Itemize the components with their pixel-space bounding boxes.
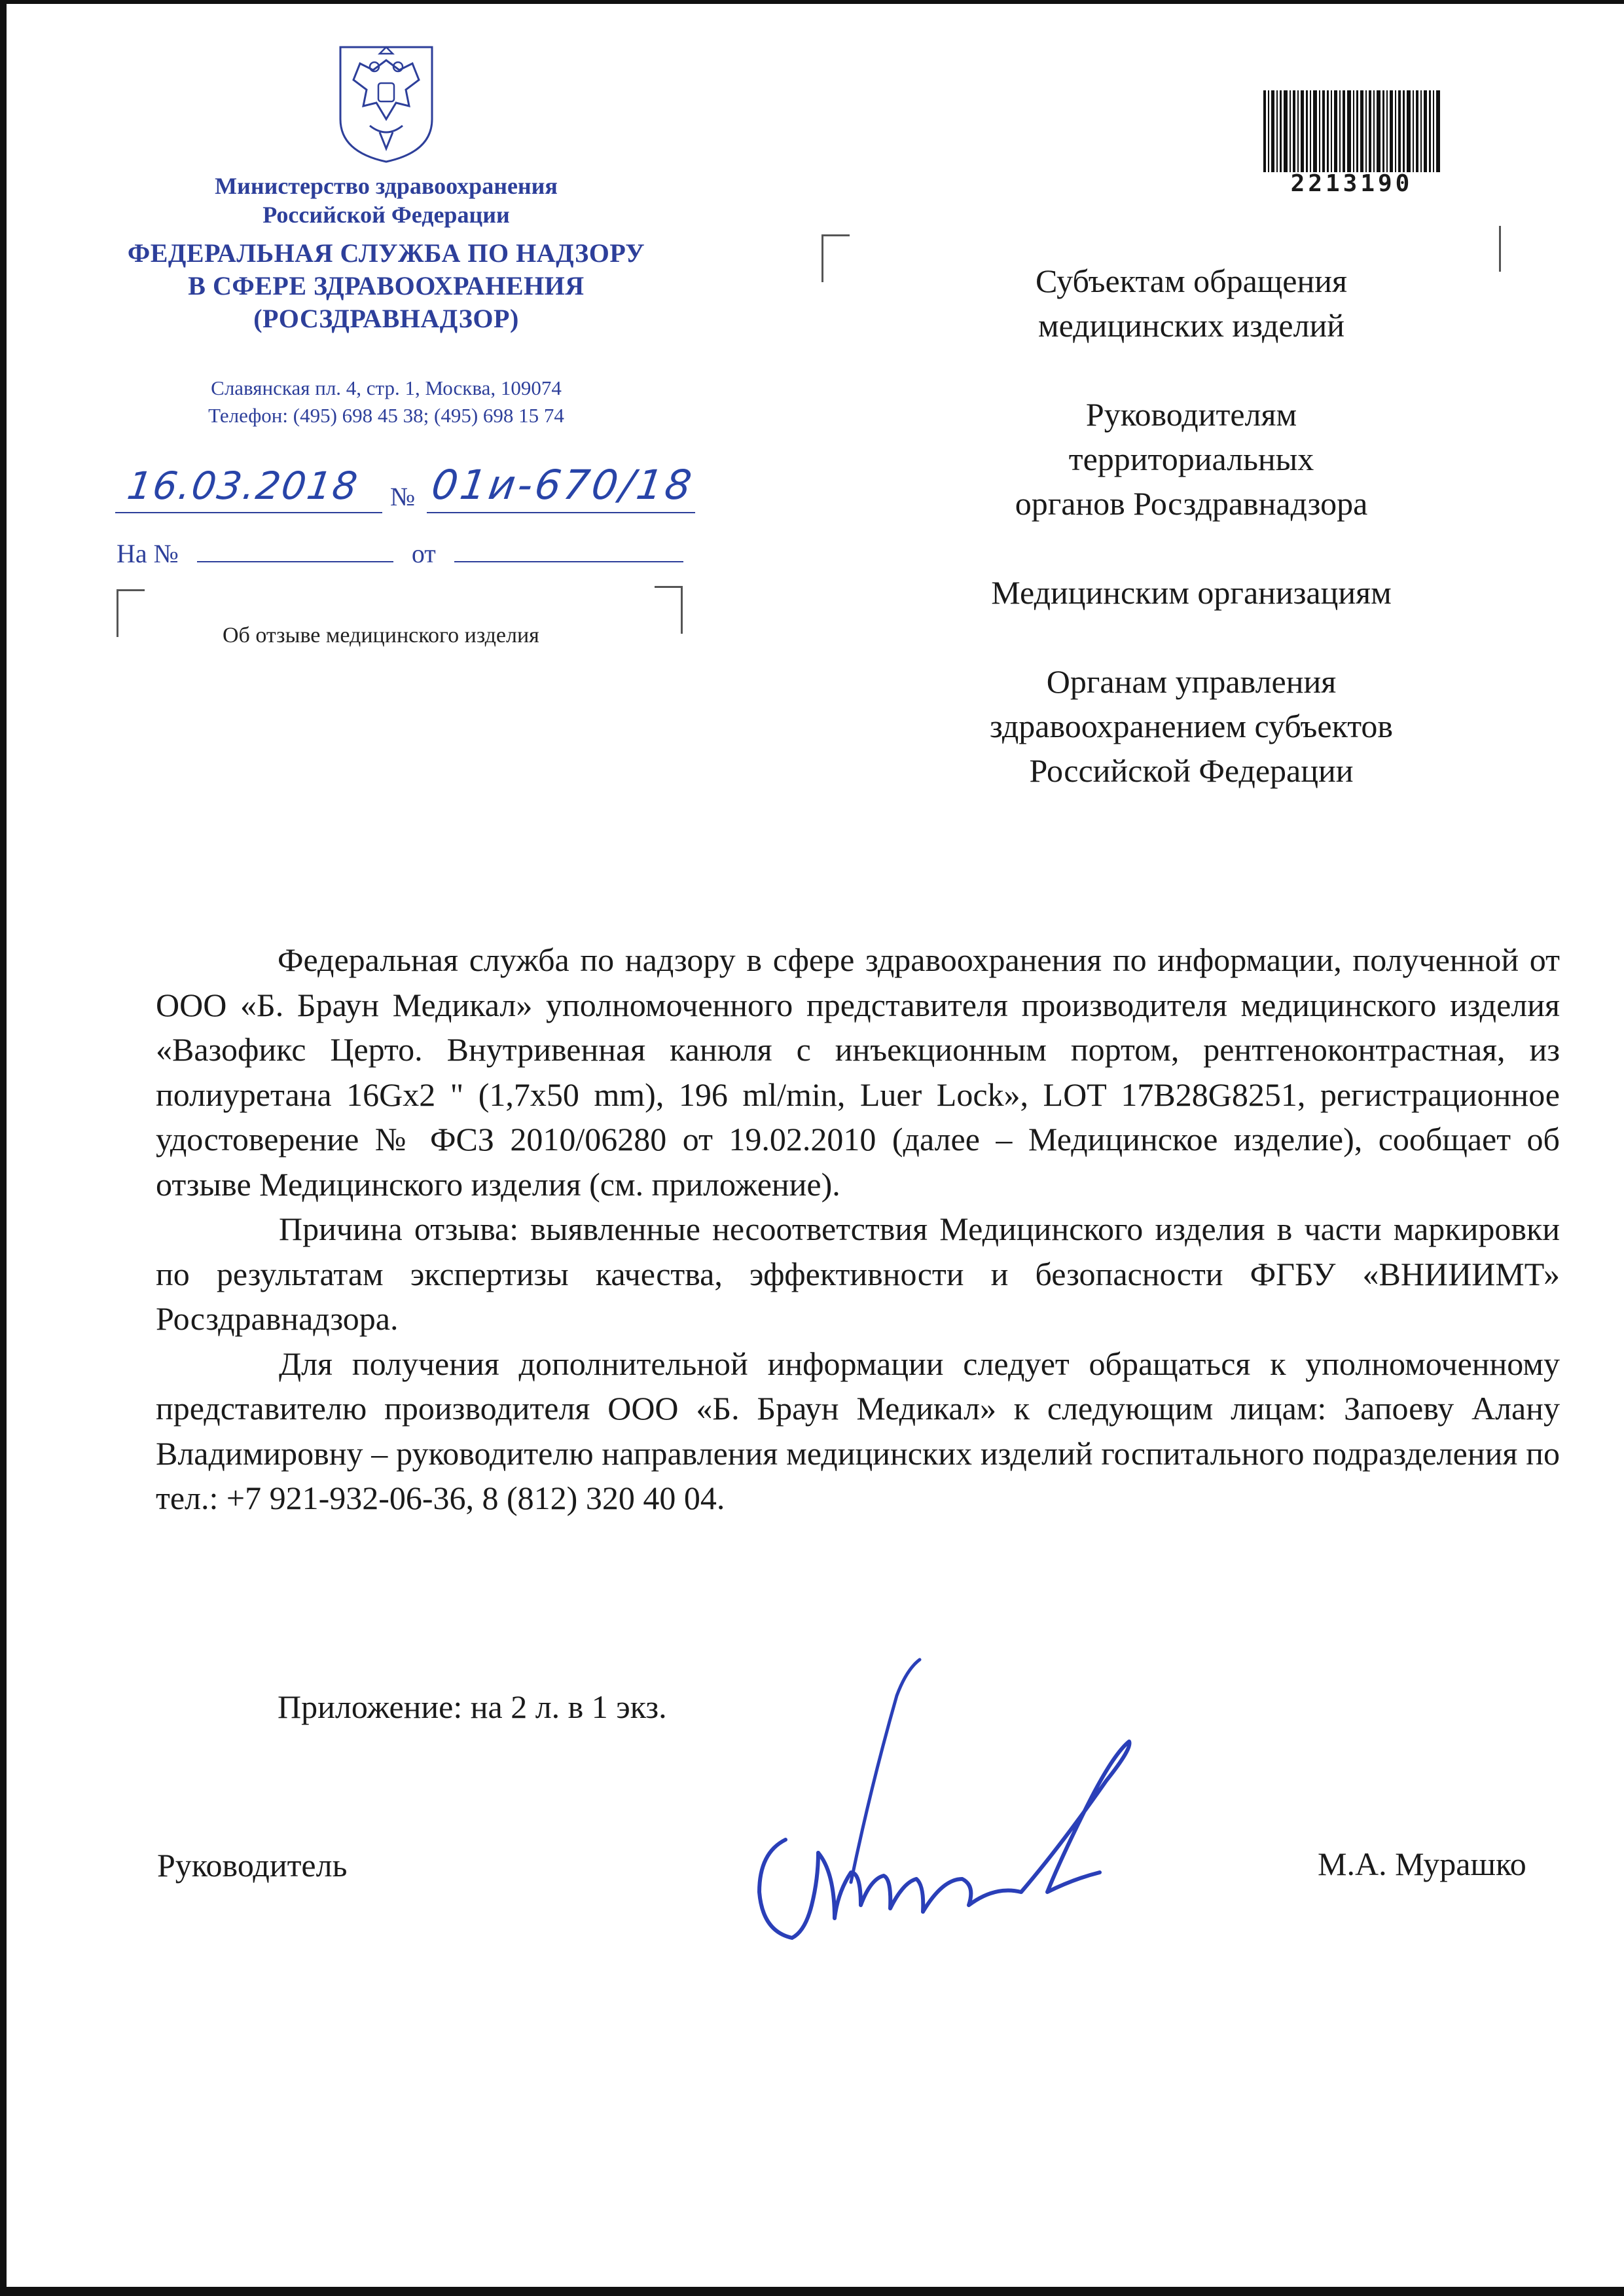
recipient: Органам управления здравоохранением субъектов Российской Федерации bbox=[989, 663, 1394, 789]
service-name: ФЕДЕРАЛЬНАЯ СЛУЖБА ПО НАДЗОРУ В СФЕРЕ ЗДРАВООХРАНЕНИЯ (РОСЗДРАВНАДЗОР) bbox=[127, 238, 645, 333]
recipient: Субъектам обращения медицинских изделий bbox=[1036, 263, 1347, 344]
barcode-icon bbox=[1263, 90, 1440, 172]
number-underline bbox=[427, 512, 695, 513]
scan-edge-left bbox=[0, 0, 7, 2296]
letter-date: 16.03.2018 bbox=[124, 464, 361, 508]
service-address: Славянская пл. 4, стр. 1, Москва, 109074 Телефон: (495) 698 45 38; (495) 698 15 74 bbox=[208, 376, 564, 427]
scan-edge-bottom bbox=[0, 2287, 1624, 2296]
signer-position: Руководитель bbox=[157, 1847, 348, 1884]
recipients-block bbox=[897, 259, 1486, 793]
reply-reference: На № от bbox=[117, 538, 683, 569]
number-label: № bbox=[390, 482, 416, 511]
body-paragraph: Для получения дополнительной информации следует обращаться к уполномоченному представителю производителя ООО «Б. Браун Медикал» к следующим лицам: Запоеву Алану Владимировну – руководителю направления медицинских изделий госпитального подразделения по тел.: +7 921-932-06-36, 8 (812) 320 40 04. bbox=[156, 1345, 1560, 1516]
letter-subject: Об отзыве медицинского изделия bbox=[223, 623, 539, 647]
corner-mark bbox=[821, 234, 850, 282]
ministry-name: Министерство здравоохранения Российской Федерации bbox=[215, 173, 558, 228]
letter-body bbox=[156, 938, 1560, 1521]
attachment-note: Приложение: на 2 л. в 1 экз. bbox=[278, 1688, 667, 1725]
signer-name: М.А. Мурашко bbox=[1318, 1846, 1526, 1882]
barcode-number: 2213190 bbox=[1290, 170, 1413, 197]
date-underline bbox=[115, 512, 382, 513]
body-paragraph: Федеральная служба по надзору в сфере здравоохранения по информации, полученной от ООО «Б. Браун Медикал» уполномоченного представителя производителя медицинского изделия «Вазофикс Церто. Внутривенная канюля с инъекционным портом, рентгеноконтрастная, из полиуретана 16Gx2 " (1,7x50 mm), 196 ml/min, Luer Lock», LOT 17B28G8251, регистрационное удостоверение № ФСЗ 2010/06280 от 19.02.2010 (далее – Медицинское изделие), сообщает об отзыве Медицинского изделия (см. приложение). bbox=[156, 941, 1560, 1203]
corner-mark bbox=[1499, 226, 1501, 272]
scan-edge-top bbox=[0, 0, 1624, 4]
coat-of-arms-icon bbox=[334, 41, 439, 165]
recipient: Медицинским организациям bbox=[991, 574, 1392, 611]
body-paragraph: Причина отзыва: выявленные несоответствия Медицинского изделия в части маркировки по результатам экспертизы качества, эффективности и безопасности ФГБУ «ВНИИИМТ» Росздравнадзора. bbox=[156, 1211, 1560, 1337]
corner-mark bbox=[655, 586, 683, 634]
corner-mark bbox=[117, 589, 145, 637]
recipient: Руководителям территориальных органов Росздравнадзора bbox=[1015, 396, 1368, 522]
handwritten-signature-icon bbox=[720, 1656, 1165, 1997]
letter-number: 01и-670/18 bbox=[428, 461, 697, 509]
